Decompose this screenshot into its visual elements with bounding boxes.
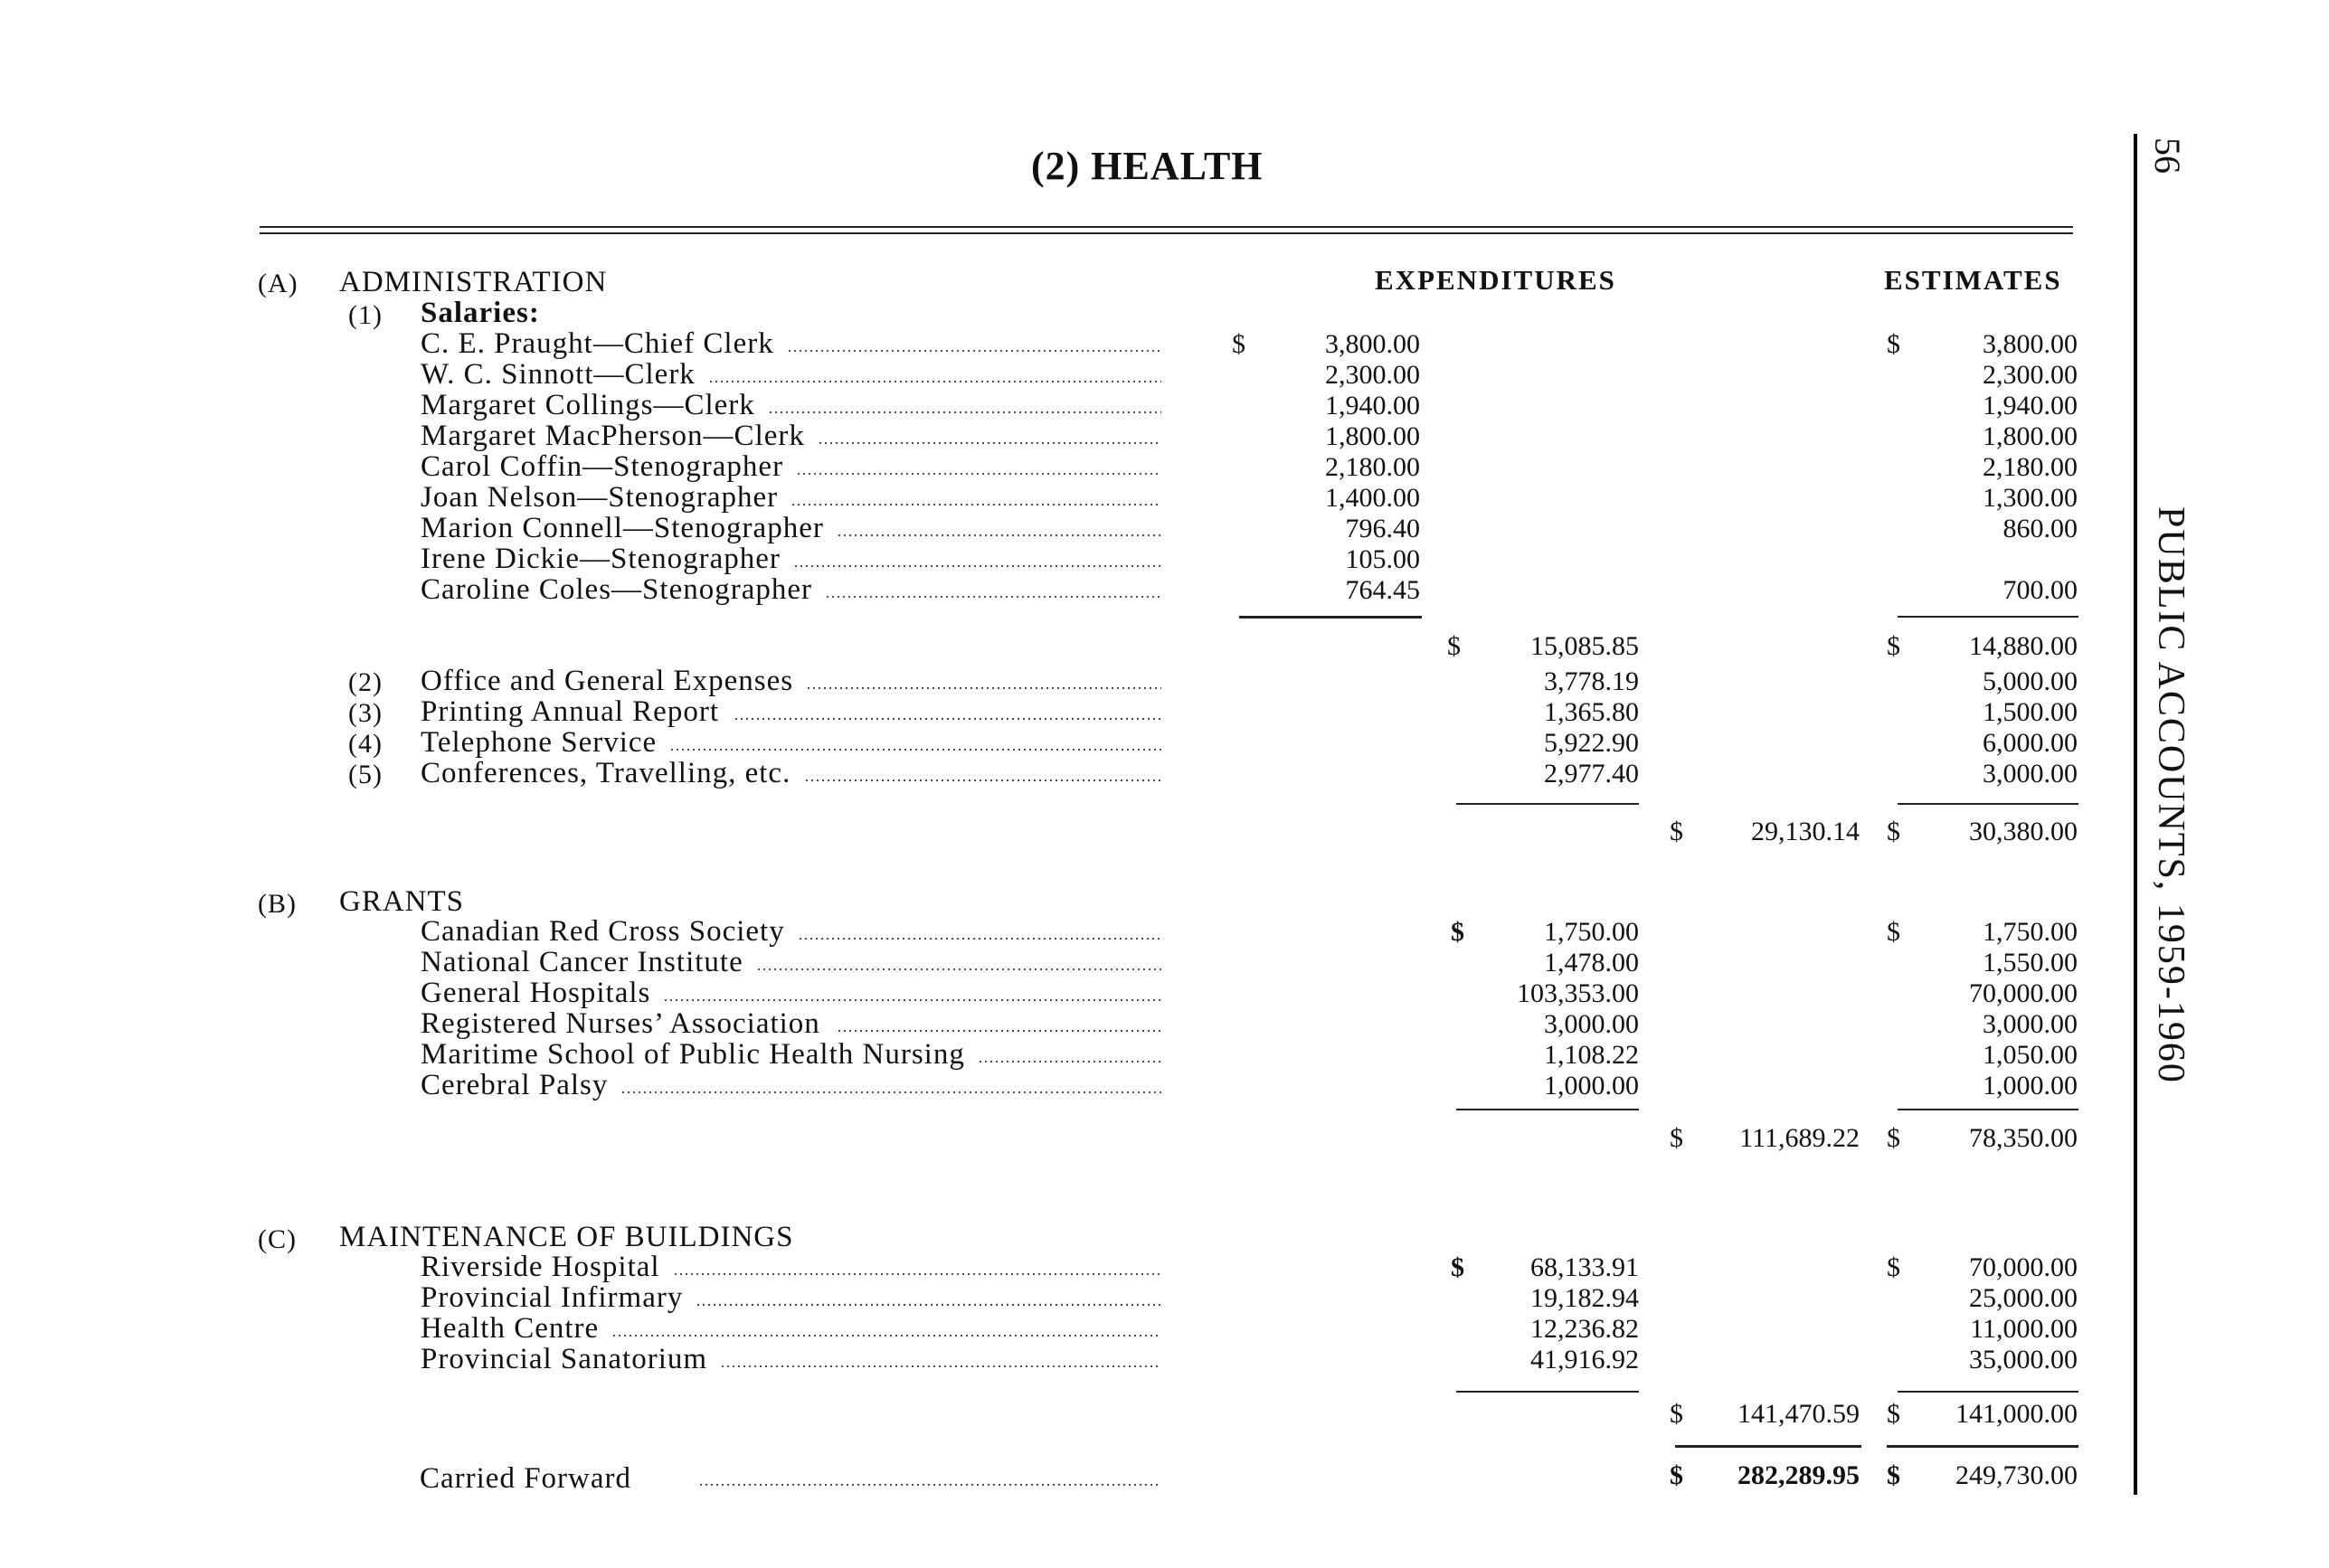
carried-forward-dollar: $	[1670, 1460, 1683, 1490]
salary-estimate: 700.00	[2002, 575, 2078, 605]
section-c-estimate-rule	[1898, 1391, 2078, 1393]
grant-estimate: 1,750.00	[1983, 917, 2078, 947]
salaries-subtotal-dollar: $	[1447, 631, 1461, 661]
section-c-expenditure-rule	[1456, 1391, 1639, 1393]
dot-leader	[978, 1060, 1161, 1063]
dot-leader	[837, 1029, 1161, 1033]
salary-expenditure: 764.45	[1345, 575, 1420, 605]
grant-expenditure: 1,750.00	[1544, 917, 1639, 947]
section-c-total-estimate: 141,000.00	[1955, 1399, 2078, 1429]
building-estimate: 11,000.00	[1970, 1314, 2078, 1344]
dot-leader	[611, 1334, 1161, 1337]
salaries-subtotal-estimate: 14,880.00	[1969, 631, 2078, 661]
salary-label: Irene Dickie—Stenographer	[421, 543, 781, 575]
carried-expenditure-rule	[1675, 1445, 1861, 1448]
salaries-column-rule	[1239, 616, 1422, 619]
salaries-marker: (1)	[348, 300, 383, 330]
salary-expenditure: 2,300.00	[1325, 360, 1420, 390]
admin-item-estimate: 1,500.00	[1983, 697, 2078, 727]
admin-item-label: Office and General Expenses	[421, 665, 794, 697]
building-estimate: 70,000.00	[1969, 1252, 2078, 1282]
salary-estimate-dollar: $	[1887, 329, 1900, 359]
dot-leader	[798, 937, 1161, 940]
building-expenditure: 41,916.92	[1530, 1345, 1639, 1374]
dot-leader	[720, 1365, 1161, 1368]
dot-leader	[818, 441, 1161, 445]
section-a-title: ADMINISTRATION	[339, 266, 608, 298]
carried-forward-expenditure: 282,289.95	[1737, 1460, 1860, 1490]
section-c-total-dollar: $	[1670, 1399, 1683, 1429]
title-rule-top	[260, 226, 2073, 228]
building-label: Riverside Hospital	[421, 1251, 660, 1283]
admin-item-marker: (2)	[348, 667, 383, 697]
admin-item-expenditure: 1,365.80	[1544, 697, 1639, 727]
salary-estimate: 1,800.00	[1983, 421, 2078, 451]
section-a-expenditure-rule	[1456, 803, 1639, 805]
section-b-estimate-rule	[1898, 1109, 2078, 1110]
salary-label: C. E. Praught—Chief Clerk	[421, 327, 774, 360]
salary-expenditure: 105.00	[1345, 544, 1420, 574]
dot-leader	[791, 503, 1161, 506]
section-b-marker: (B)	[258, 889, 297, 919]
salary-expenditure: 3,800.00	[1325, 329, 1420, 359]
title-rule-bottom	[260, 232, 2073, 234]
dot-leader	[696, 1303, 1161, 1307]
section-a-estimate-rule	[1898, 803, 2078, 805]
dot-leader	[768, 411, 1161, 414]
dot-leader	[673, 1272, 1161, 1276]
salary-expenditure: 2,180.00	[1325, 452, 1420, 482]
carried-forward-label: Carried Forward	[420, 1462, 632, 1495]
salary-label: W. C. Sinnott—Clerk	[421, 358, 696, 391]
salaries-estimate-rule	[1898, 616, 2078, 618]
building-expenditure: 19,182.94	[1530, 1283, 1639, 1313]
building-label: Provincial Infirmary	[421, 1281, 684, 1314]
salaries-subtotal-expenditure: 15,085.85	[1530, 631, 1639, 661]
grant-estimate: 1,050.00	[1983, 1040, 2078, 1070]
section-c-marker: (C)	[258, 1224, 297, 1254]
salary-expenditure: 1,940.00	[1325, 391, 1420, 420]
grant-estimate: 70,000.00	[1969, 978, 2078, 1008]
dot-leader	[796, 472, 1161, 476]
section-b-title: GRANTS	[339, 885, 465, 918]
expenditures-header: EXPENDITURES	[1375, 264, 1616, 296]
carried-forward-estimate: 249,730.00	[1955, 1460, 2078, 1490]
admin-item-marker: (4)	[348, 729, 383, 759]
salary-expenditure: 1,400.00	[1325, 483, 1420, 513]
section-b-total-dollar: $	[1670, 1123, 1683, 1153]
grant-label: National Cancer Institute	[421, 946, 743, 978]
section-b-total-expenditure: 111,689.22	[1739, 1123, 1860, 1153]
salaries-subtotal-estimate-dollar: $	[1887, 631, 1900, 661]
salary-estimate: 2,180.00	[1983, 452, 2078, 482]
grant-expenditure: 1,108.22	[1544, 1040, 1639, 1070]
building-label: Health Centre	[421, 1312, 600, 1345]
section-b-total-estimate-dollar: $	[1887, 1123, 1900, 1153]
grant-label: Registered Nurses’ Association	[421, 1007, 820, 1040]
section-c-title: MAINTENANCE OF BUILDINGS	[339, 1221, 794, 1253]
building-expenditure: 12,236.82	[1530, 1314, 1639, 1344]
salary-estimate: 2,300.00	[1983, 360, 2078, 390]
grant-expenditure: 1,000.00	[1544, 1071, 1639, 1100]
admin-item-expenditure: 3,778.19	[1544, 666, 1639, 696]
building-expenditure-dollar: $	[1451, 1252, 1464, 1282]
side-title: PUBLIC ACCOUNTS, 1959-1960	[2150, 506, 2192, 1084]
grant-label: General Hospitals	[421, 977, 651, 1009]
salary-expenditure: 796.40	[1345, 514, 1420, 543]
grant-label: Maritime School of Public Health Nursing	[421, 1038, 965, 1071]
admin-item-estimate: 5,000.00	[1983, 666, 2078, 696]
grant-expenditure: 1,478.00	[1544, 948, 1639, 978]
admin-item-expenditure: 2,977.40	[1544, 759, 1639, 789]
grant-estimate: 3,000.00	[1983, 1009, 2078, 1039]
section-c-total-estimate-dollar: $	[1887, 1399, 1900, 1429]
grant-estimate: 1,550.00	[1983, 948, 2078, 978]
grant-expenditure-dollar: $	[1451, 917, 1464, 947]
building-label: Provincial Sanatorium	[421, 1343, 708, 1375]
salary-expenditure: 1,800.00	[1325, 421, 1420, 451]
dot-leader	[734, 717, 1161, 721]
salary-estimate: 860.00	[2002, 514, 2078, 543]
section-b-expenditure-rule	[1456, 1109, 1639, 1110]
carried-forward-estimate-dollar: $	[1887, 1460, 1900, 1490]
carried-forward-leader	[698, 1483, 1161, 1487]
admin-item-marker: (3)	[348, 698, 383, 728]
salary-expenditure-dollar: $	[1232, 329, 1245, 359]
grant-expenditure: 103,353.00	[1517, 978, 1639, 1008]
dot-leader	[787, 349, 1161, 353]
salary-label: Marion Connell—Stenographer	[421, 512, 824, 544]
salary-estimate: 3,800.00	[1983, 329, 2078, 359]
grant-label: Canadian Red Cross Society	[421, 915, 785, 948]
admin-item-label: Printing Annual Report	[421, 695, 719, 728]
carried-estimate-rule	[1887, 1445, 2078, 1448]
admin-item-label: Conferences, Travelling, etc.	[421, 757, 791, 789]
salary-label: Margaret MacPherson—Clerk	[421, 420, 805, 452]
building-estimate-dollar: $	[1887, 1252, 1900, 1282]
admin-item-label: Telephone Service	[421, 726, 658, 759]
salary-label: Carol Coffin—Stenographer	[421, 450, 784, 483]
salary-estimate: 1,940.00	[1983, 391, 2078, 420]
dot-leader	[620, 1091, 1161, 1094]
grant-estimate: 1,000.00	[1983, 1071, 2078, 1100]
building-expenditure: 68,133.91	[1530, 1252, 1639, 1282]
section-a-marker: (A)	[258, 269, 298, 298]
page-number: 56	[2147, 137, 2188, 174]
dot-leader	[669, 748, 1161, 751]
section-c-total-expenditure: 141,470.59	[1737, 1399, 1860, 1429]
right-margin-rule	[2134, 134, 2137, 1495]
dot-leader	[806, 686, 1161, 690]
admin-item-estimate: 3,000.00	[1983, 759, 2078, 789]
section-a-total-expenditure: 29,130.14	[1751, 817, 1860, 846]
page-title: (2) HEALTH	[1031, 144, 1264, 188]
estimates-header: ESTIMATES	[1884, 264, 2062, 296]
admin-item-estimate: 6,000.00	[1983, 728, 2078, 758]
grant-label: Cerebral Palsy	[421, 1069, 609, 1101]
salary-estimate: 1,300.00	[1983, 483, 2078, 513]
section-b-total-estimate: 78,350.00	[1969, 1123, 2078, 1153]
dot-leader	[837, 534, 1161, 537]
section-a-total-estimate: 30,380.00	[1969, 817, 2078, 846]
dot-leader	[793, 564, 1161, 568]
salary-label: Joan Nelson—Stenographer	[421, 481, 779, 514]
salary-label: Caroline Coles—Stenographer	[421, 573, 812, 606]
section-a-total-estimate-dollar: $	[1887, 817, 1900, 846]
building-estimate: 35,000.00	[1969, 1345, 2078, 1374]
admin-item-marker: (5)	[348, 760, 383, 789]
dot-leader	[708, 380, 1161, 383]
salary-label: Margaret Collings—Clerk	[421, 389, 755, 421]
dot-leader	[663, 998, 1161, 1002]
dot-leader	[756, 968, 1161, 971]
grant-estimate-dollar: $	[1887, 917, 1900, 947]
building-estimate: 25,000.00	[1969, 1283, 2078, 1313]
salaries-title: Salaries:	[421, 297, 540, 329]
dot-leader	[825, 595, 1161, 599]
grant-expenditure: 3,000.00	[1544, 1009, 1639, 1039]
section-a-total-dollar: $	[1670, 817, 1683, 846]
dot-leader	[804, 779, 1161, 782]
admin-item-expenditure: 5,922.90	[1544, 728, 1639, 758]
